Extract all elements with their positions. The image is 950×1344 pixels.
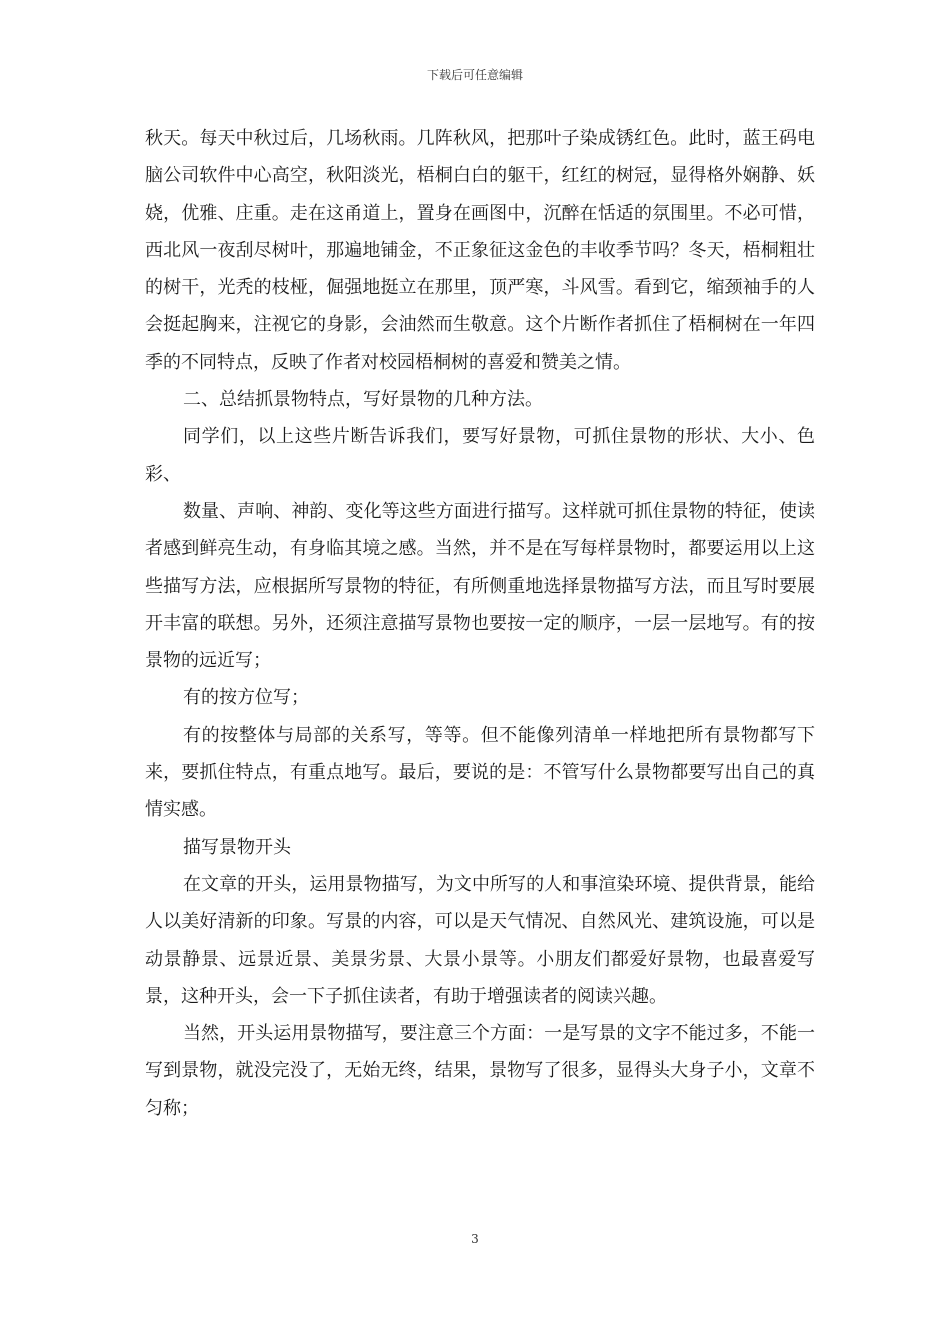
paragraph: 有的按整体与局部的关系写，等等。但不能像列清单一样地把所有景物都写下来，要抓住特点，有重点地写。最后，要说的是：不管写什么景物都要写出自己的真情实感。 (145, 724, 815, 821)
paragraph: 当然，开头运用景物描写，要注意三个方面：一是写景的文字不能过多，不能一写到景物，就没完没了，无始无终，结果，景物写了很多，显得头大身子小，文章不匀称； (145, 1023, 815, 1119)
page-number: 3 (471, 1232, 479, 1246)
section-heading: 描写景物开头 (183, 836, 291, 858)
document-body (145, 120, 815, 1127)
paragraph: 数量、声响、神韵、变化等这些方面进行描写。这样就可抓住景物的特征，使读者感到鲜亮生动，有身临其境之感。当然，并不是在写每样景物时，都要运用以上这些描写方法，应根据所写景物的特征，有所侧重地选择景物描写方法，而且写时要展开丰富的联想。另外，还须注意描写景物也要按一定的顺序，一层一层地写。有的按景物的远近写； (145, 500, 815, 672)
paragraph: 有的按方位写； (183, 687, 309, 709)
paragraph: 秋天。每天中秋过后，几场秋雨。几阵秋风，把那叶子染成锈红色。此时，蓝王码电脑公司软件中心高空，秋阳淡光，梧桐白白的躯干，红红的树冠，显得格外娴静、妖娆，优雅、庄重。走在这甬道上，置身在画图中，沉醉在恬适的氛围里。不必可惜，西北风一夜刮尽树叶，那遍地铺金，不正象征这金色的丰收季节吗？冬天，梧桐粗壮的树干，光秃的枝桠，倔强地挺立在那里，顶严寒，斗风雪。看到它，缩颈袖手的人会挺起胸来，注视它的身影，会油然而生敬意。这个片断作者抓住了梧桐树在一年四季的不同特点，反映了作者对校园梧桐树的喜爱和赞美之情。 (145, 128, 815, 373)
paragraph: 二、总结抓景物特点，写好景物的几种方法。 (183, 389, 543, 411)
page-header: 下载后可任意编辑 (426, 68, 523, 82)
paragraph: 在文章的开头，运用景物描写，为文中所写的人和事渲染环境、提供背景，能给人以美好清新的印象。写景的内容，可以是天气情况、自然风光、建筑设施，可以是动景静景、远景近景、美景劣景、大景小景等。小朋友们都爱好景物，也最喜爱写景，这种开头，会一下子抓住读者，有助于增强读者的阅读兴趣。 (145, 873, 815, 1007)
paragraph: 同学们，以上这些片断告诉我们，要写好景物，可抓住景物的形状、大小、色彩、 (145, 426, 815, 485)
